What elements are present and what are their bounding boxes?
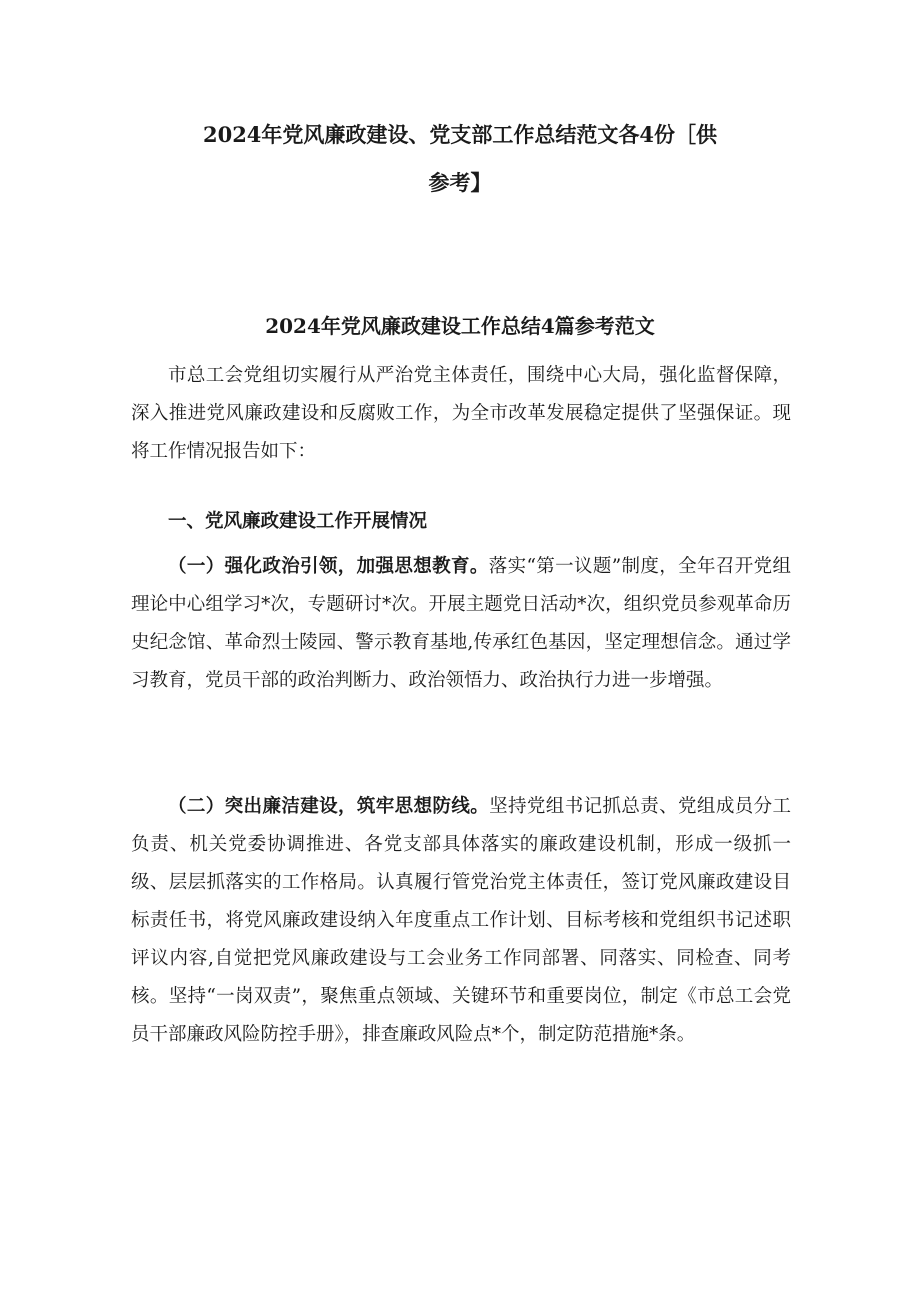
subsection-2-block xyxy=(131,788,791,1054)
subsection-2-lead: （二）突出廉洁建设，筑牢思想防线。 xyxy=(168,796,490,817)
subsection-2-paragraph xyxy=(131,788,791,1054)
intro-paragraph: 市总工会党组切实履行从严治党主体责任，围绕中心大局，强化监督保障，深入推进党风廉政建设和反腐败工作，为全市改革发展稳定提供了坚强保证。现将工作情况报告如下： xyxy=(131,365,791,462)
subsection-1-block xyxy=(131,548,791,700)
subsection-1-paragraph xyxy=(131,548,791,700)
section-1-heading: 一、党风廉政建设工作开展情况 xyxy=(168,511,428,532)
document-title-line-2: 参考】 xyxy=(428,170,492,195)
document-title-line-1: 2024年党风廉政建设、党支部工作总结范文各4份［供 xyxy=(202,122,718,147)
intro-paragraph-block xyxy=(131,357,791,471)
subsection-2-text: 坚持党组书记抓总责、党组成员分工负责、机关党委协调推进、各党支部具体落实的廉政建设机制，形成一级抓一级、层层抓落实的工作格局。认真履行管党治党主体责任，签订党风廉政建设目标责任书，将党风廉政建设纳入年度重点工作计划、目标考核和党组织书记述职评议内容,自觉把党风廉政建设与工会业务工作同部署、同落实、同检查、同考核。坚持“一岗双责”，聚焦重点领域、关键环节和重要岗位，制定《市总工会党员干部廉政风险防控手册》，排查廉政风险点*个，制定防范措施*条。 xyxy=(131,796,791,1045)
subsection-1-lead: （一）强化政治引领，加强思想教育。 xyxy=(168,556,489,577)
document-subtitle: 2024年党风廉政建设工作总结4篇参考范文 xyxy=(265,314,655,338)
section-heading-block xyxy=(131,503,791,541)
subsection-1-text: 落实“第一议题”制度，全年召开党组理论中心组学习*次，专题研讨*次。开展主题党日活动*次，组织党员参观革命历史纪念馆、革命烈士陵园、警示教育基地,传承红色基因，坚定理想信念。通过学习教育，党员干部的政治判断力、政治领悟力、政治执行力进一步增强。 xyxy=(131,556,791,691)
